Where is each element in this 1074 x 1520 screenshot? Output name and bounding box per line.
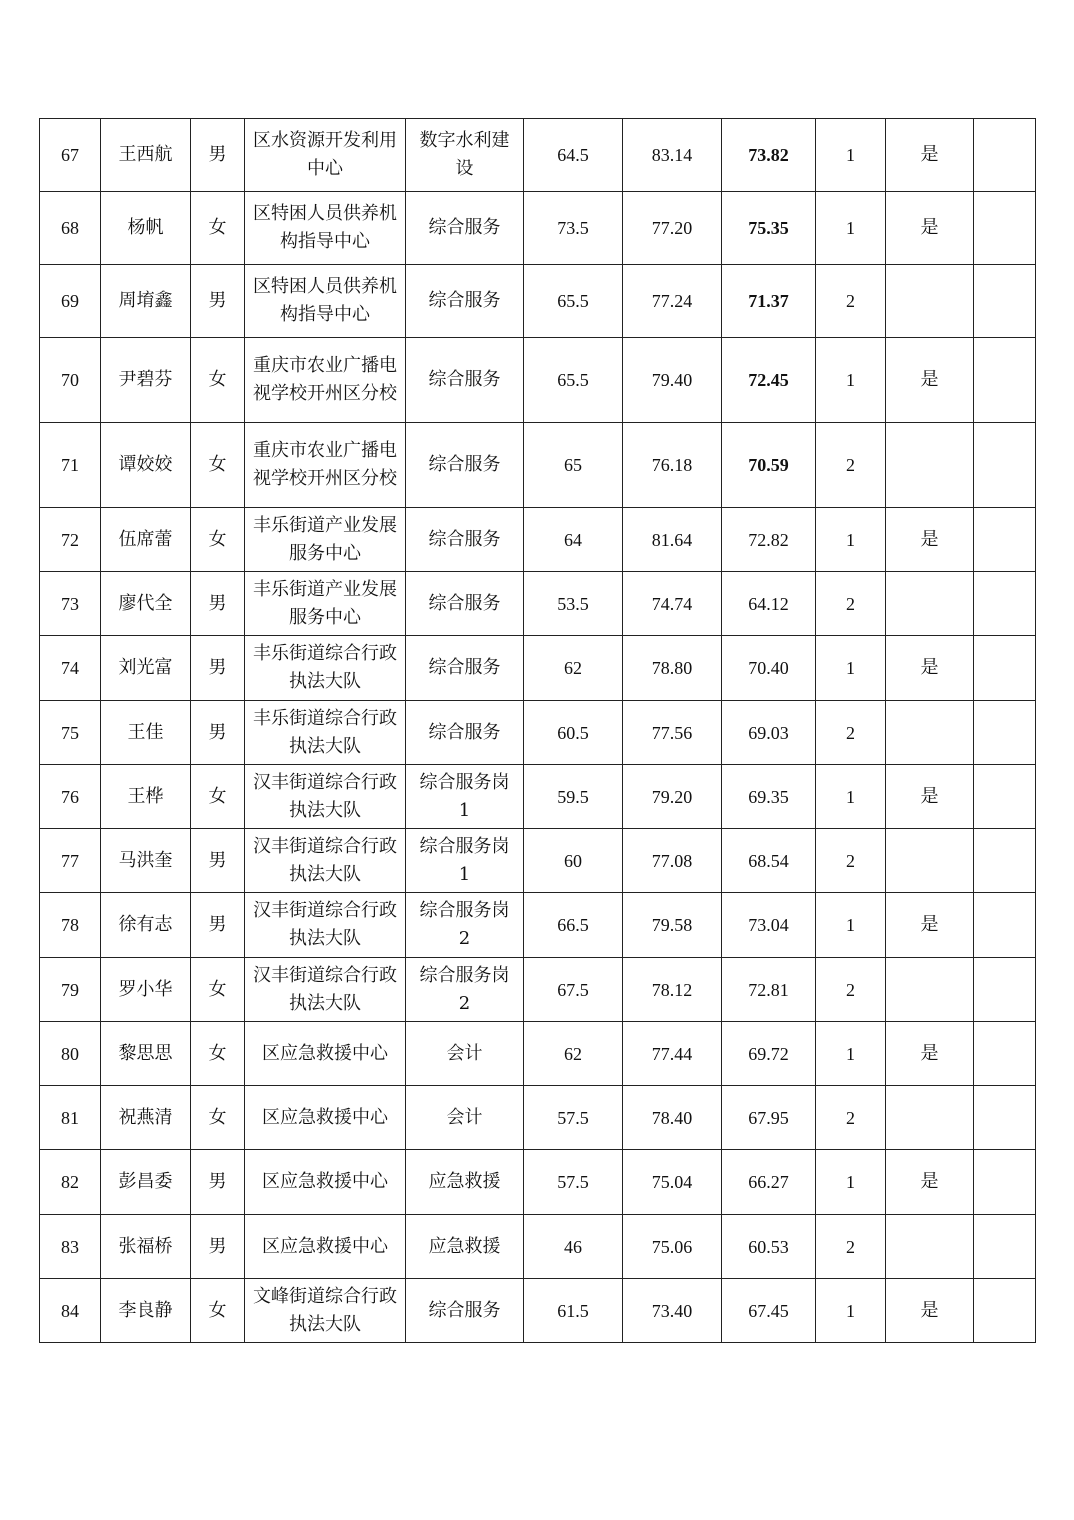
cell-name: 廖代全	[101, 572, 191, 636]
cell-no: 75	[40, 701, 101, 765]
cell-position: 综合服务	[406, 508, 524, 572]
cell-interview-score: 83.14	[623, 119, 722, 192]
cell-position: 会计	[406, 1022, 524, 1086]
cell-gender: 女	[191, 338, 245, 423]
cell-remark	[974, 829, 1036, 893]
cell-gender: 男	[191, 572, 245, 636]
cell-interview-score: 74.74	[623, 572, 722, 636]
cell-rank: 2	[816, 572, 886, 636]
cell-gender: 女	[191, 958, 245, 1022]
cell-no: 73	[40, 572, 101, 636]
cell-remark	[974, 958, 1036, 1022]
cell-remark	[974, 572, 1036, 636]
cell-written-score: 53.5	[524, 572, 623, 636]
cell-no: 69	[40, 265, 101, 338]
cell-unit: 重庆市农业广播电视学校开州区分校	[245, 338, 406, 423]
cell-written-score: 60.5	[524, 701, 623, 765]
cell-unit: 区应急救援中心	[245, 1215, 406, 1279]
cell-total-score: 69.72	[722, 1022, 816, 1086]
cell-physical-exam: 是	[886, 765, 974, 829]
table-row	[40, 701, 1036, 765]
cell-rank: 1	[816, 1022, 886, 1086]
cell-gender: 男	[191, 829, 245, 893]
cell-total-score: 73.04	[722, 893, 816, 958]
cell-remark	[974, 765, 1036, 829]
cell-total-score: 70.40	[722, 636, 816, 701]
cell-unit: 区应急救援中心	[245, 1022, 406, 1086]
cell-total-score: 64.12	[722, 572, 816, 636]
cell-gender: 女	[191, 423, 245, 508]
cell-position: 应急救援	[406, 1215, 524, 1279]
cell-name: 李良静	[101, 1279, 191, 1343]
table-row	[40, 423, 1036, 508]
cell-unit: 区水资源开发利用中心	[245, 119, 406, 192]
cell-name: 黎思思	[101, 1022, 191, 1086]
cell-total-score: 72.45	[722, 338, 816, 423]
cell-position: 综合服务	[406, 572, 524, 636]
cell-gender: 男	[191, 119, 245, 192]
cell-name: 王西航	[101, 119, 191, 192]
table-row	[40, 958, 1036, 1022]
cell-interview-score: 79.58	[623, 893, 722, 958]
cell-position: 综合服务岗 2	[406, 958, 524, 1022]
cell-unit: 区应急救援中心	[245, 1086, 406, 1150]
cell-name: 张福桥	[101, 1215, 191, 1279]
cell-rank: 1	[816, 338, 886, 423]
cell-position: 综合服务	[406, 423, 524, 508]
cell-rank: 2	[816, 265, 886, 338]
table-row	[40, 1022, 1036, 1086]
cell-position: 综合服务	[406, 1279, 524, 1343]
table-row	[40, 765, 1036, 829]
cell-written-score: 65	[524, 423, 623, 508]
cell-total-score: 67.95	[722, 1086, 816, 1150]
cell-no: 79	[40, 958, 101, 1022]
cell-interview-score: 78.80	[623, 636, 722, 701]
cell-total-score: 60.53	[722, 1215, 816, 1279]
cell-physical-exam: 是	[886, 893, 974, 958]
cell-physical-exam: 是	[886, 1279, 974, 1343]
cell-rank: 1	[816, 192, 886, 265]
cell-position: 数字水利建设	[406, 119, 524, 192]
cell-remark	[974, 1150, 1036, 1215]
cell-total-score: 68.54	[722, 829, 816, 893]
cell-physical-exam	[886, 1086, 974, 1150]
cell-unit: 汉丰街道综合行政执法大队	[245, 765, 406, 829]
cell-total-score: 70.59	[722, 423, 816, 508]
cell-gender: 女	[191, 1086, 245, 1150]
cell-name: 周堉鑫	[101, 265, 191, 338]
cell-interview-score: 79.40	[623, 338, 722, 423]
cell-physical-exam: 是	[886, 508, 974, 572]
cell-unit: 重庆市农业广播电视学校开州区分校	[245, 423, 406, 508]
cell-remark	[974, 423, 1036, 508]
cell-remark	[974, 1215, 1036, 1279]
cell-interview-score: 78.12	[623, 958, 722, 1022]
cell-written-score: 73.5	[524, 192, 623, 265]
table-body	[40, 119, 1036, 1343]
cell-written-score: 46	[524, 1215, 623, 1279]
cell-remark	[974, 508, 1036, 572]
cell-interview-score: 77.20	[623, 192, 722, 265]
cell-total-score: 67.45	[722, 1279, 816, 1343]
cell-remark	[974, 192, 1036, 265]
cell-remark	[974, 119, 1036, 192]
cell-position: 综合服务	[406, 338, 524, 423]
cell-remark	[974, 338, 1036, 423]
cell-rank: 1	[816, 765, 886, 829]
cell-interview-score: 79.20	[623, 765, 722, 829]
cell-unit: 丰乐街道产业发展服务中心	[245, 508, 406, 572]
cell-interview-score: 75.06	[623, 1215, 722, 1279]
table-row	[40, 829, 1036, 893]
cell-written-score: 57.5	[524, 1150, 623, 1215]
cell-position: 综合服务岗 1	[406, 765, 524, 829]
cell-physical-exam: 是	[886, 1150, 974, 1215]
table-row	[40, 338, 1036, 423]
table-row	[40, 636, 1036, 701]
cell-gender: 男	[191, 1150, 245, 1215]
cell-name: 杨帆	[101, 192, 191, 265]
cell-gender: 男	[191, 701, 245, 765]
cell-remark	[974, 1086, 1036, 1150]
cell-interview-score: 77.44	[623, 1022, 722, 1086]
cell-rank: 1	[816, 508, 886, 572]
cell-total-score: 69.35	[722, 765, 816, 829]
cell-physical-exam	[886, 423, 974, 508]
cell-rank: 2	[816, 829, 886, 893]
cell-position: 会计	[406, 1086, 524, 1150]
cell-name: 王佳	[101, 701, 191, 765]
cell-rank: 2	[816, 1215, 886, 1279]
cell-no: 72	[40, 508, 101, 572]
cell-written-score: 62	[524, 1022, 623, 1086]
cell-total-score: 72.81	[722, 958, 816, 1022]
cell-no: 80	[40, 1022, 101, 1086]
cell-physical-exam	[886, 829, 974, 893]
table-row	[40, 508, 1036, 572]
cell-remark	[974, 265, 1036, 338]
cell-rank: 2	[816, 958, 886, 1022]
cell-physical-exam	[886, 572, 974, 636]
cell-name: 彭昌委	[101, 1150, 191, 1215]
cell-no: 74	[40, 636, 101, 701]
cell-name: 罗小华	[101, 958, 191, 1022]
cell-remark	[974, 636, 1036, 701]
cell-unit: 区特困人员供养机构指导中心	[245, 265, 406, 338]
cell-physical-exam: 是	[886, 1022, 974, 1086]
cell-remark	[974, 701, 1036, 765]
cell-rank: 1	[816, 119, 886, 192]
table-row	[40, 572, 1036, 636]
cell-physical-exam: 是	[886, 338, 974, 423]
cell-position: 综合服务岗 1	[406, 829, 524, 893]
cell-unit: 区应急救援中心	[245, 1150, 406, 1215]
table-row	[40, 192, 1036, 265]
cell-name: 刘光富	[101, 636, 191, 701]
cell-name: 徐有志	[101, 893, 191, 958]
cell-no: 81	[40, 1086, 101, 1150]
cell-physical-exam	[886, 265, 974, 338]
cell-total-score: 75.35	[722, 192, 816, 265]
table-row	[40, 119, 1036, 192]
cell-written-score: 65.5	[524, 265, 623, 338]
cell-no: 78	[40, 893, 101, 958]
cell-gender: 男	[191, 636, 245, 701]
cell-position: 综合服务	[406, 265, 524, 338]
cell-name: 尹碧芬	[101, 338, 191, 423]
cell-remark	[974, 1279, 1036, 1343]
cell-unit: 丰乐街道产业发展服务中心	[245, 572, 406, 636]
cell-written-score: 64.5	[524, 119, 623, 192]
table-row	[40, 265, 1036, 338]
table-row	[40, 1150, 1036, 1215]
cell-physical-exam	[886, 701, 974, 765]
cell-interview-score: 78.40	[623, 1086, 722, 1150]
cell-position: 综合服务	[406, 636, 524, 701]
cell-rank: 2	[816, 1086, 886, 1150]
cell-no: 71	[40, 423, 101, 508]
cell-total-score: 71.37	[722, 265, 816, 338]
cell-interview-score: 73.40	[623, 1279, 722, 1343]
cell-gender: 女	[191, 1279, 245, 1343]
cell-name: 王桦	[101, 765, 191, 829]
cell-name: 伍席蕾	[101, 508, 191, 572]
cell-total-score: 69.03	[722, 701, 816, 765]
table-row	[40, 893, 1036, 958]
cell-physical-exam: 是	[886, 636, 974, 701]
cell-written-score: 59.5	[524, 765, 623, 829]
cell-gender: 男	[191, 265, 245, 338]
cell-name: 祝燕清	[101, 1086, 191, 1150]
table-row	[40, 1279, 1036, 1343]
cell-gender: 男	[191, 1215, 245, 1279]
cell-gender: 女	[191, 192, 245, 265]
table-row	[40, 1086, 1036, 1150]
cell-interview-score: 75.04	[623, 1150, 722, 1215]
cell-interview-score: 77.08	[623, 829, 722, 893]
cell-position: 综合服务岗 2	[406, 893, 524, 958]
cell-gender: 男	[191, 893, 245, 958]
cell-unit: 丰乐街道综合行政执法大队	[245, 636, 406, 701]
cell-name: 马洪奎	[101, 829, 191, 893]
cell-position: 综合服务	[406, 701, 524, 765]
cell-physical-exam: 是	[886, 119, 974, 192]
cell-physical-exam	[886, 958, 974, 1022]
cell-written-score: 60	[524, 829, 623, 893]
table-row	[40, 1215, 1036, 1279]
cell-interview-score: 76.18	[623, 423, 722, 508]
cell-unit: 汉丰街道综合行政执法大队	[245, 893, 406, 958]
cell-written-score: 67.5	[524, 958, 623, 1022]
cell-gender: 女	[191, 508, 245, 572]
cell-gender: 女	[191, 765, 245, 829]
cell-name: 谭姣姣	[101, 423, 191, 508]
cell-written-score: 65.5	[524, 338, 623, 423]
cell-rank: 1	[816, 893, 886, 958]
cell-interview-score: 81.64	[623, 508, 722, 572]
cell-no: 67	[40, 119, 101, 192]
cell-interview-score: 77.24	[623, 265, 722, 338]
cell-rank: 2	[816, 701, 886, 765]
cell-rank: 1	[816, 636, 886, 701]
cell-no: 76	[40, 765, 101, 829]
cell-no: 70	[40, 338, 101, 423]
cell-total-score: 72.82	[722, 508, 816, 572]
cell-physical-exam: 是	[886, 192, 974, 265]
cell-remark	[974, 893, 1036, 958]
cell-no: 83	[40, 1215, 101, 1279]
cell-unit: 汉丰街道综合行政执法大队	[245, 958, 406, 1022]
cell-position: 应急救援	[406, 1150, 524, 1215]
cell-unit: 丰乐街道综合行政执法大队	[245, 701, 406, 765]
cell-no: 68	[40, 192, 101, 265]
results-table	[39, 118, 1036, 1343]
cell-written-score: 62	[524, 636, 623, 701]
cell-rank: 1	[816, 1279, 886, 1343]
cell-physical-exam	[886, 1215, 974, 1279]
cell-written-score: 61.5	[524, 1279, 623, 1343]
cell-no: 84	[40, 1279, 101, 1343]
cell-position: 综合服务	[406, 192, 524, 265]
cell-unit: 区特困人员供养机构指导中心	[245, 192, 406, 265]
cell-written-score: 66.5	[524, 893, 623, 958]
cell-written-score: 64	[524, 508, 623, 572]
cell-written-score: 57.5	[524, 1086, 623, 1150]
cell-total-score: 73.82	[722, 119, 816, 192]
cell-gender: 女	[191, 1022, 245, 1086]
cell-rank: 2	[816, 423, 886, 508]
cell-interview-score: 77.56	[623, 701, 722, 765]
cell-no: 77	[40, 829, 101, 893]
cell-remark	[974, 1022, 1036, 1086]
cell-unit: 汉丰街道综合行政执法大队	[245, 829, 406, 893]
cell-rank: 1	[816, 1150, 886, 1215]
cell-unit: 文峰街道综合行政执法大队	[245, 1279, 406, 1343]
cell-no: 82	[40, 1150, 101, 1215]
cell-total-score: 66.27	[722, 1150, 816, 1215]
